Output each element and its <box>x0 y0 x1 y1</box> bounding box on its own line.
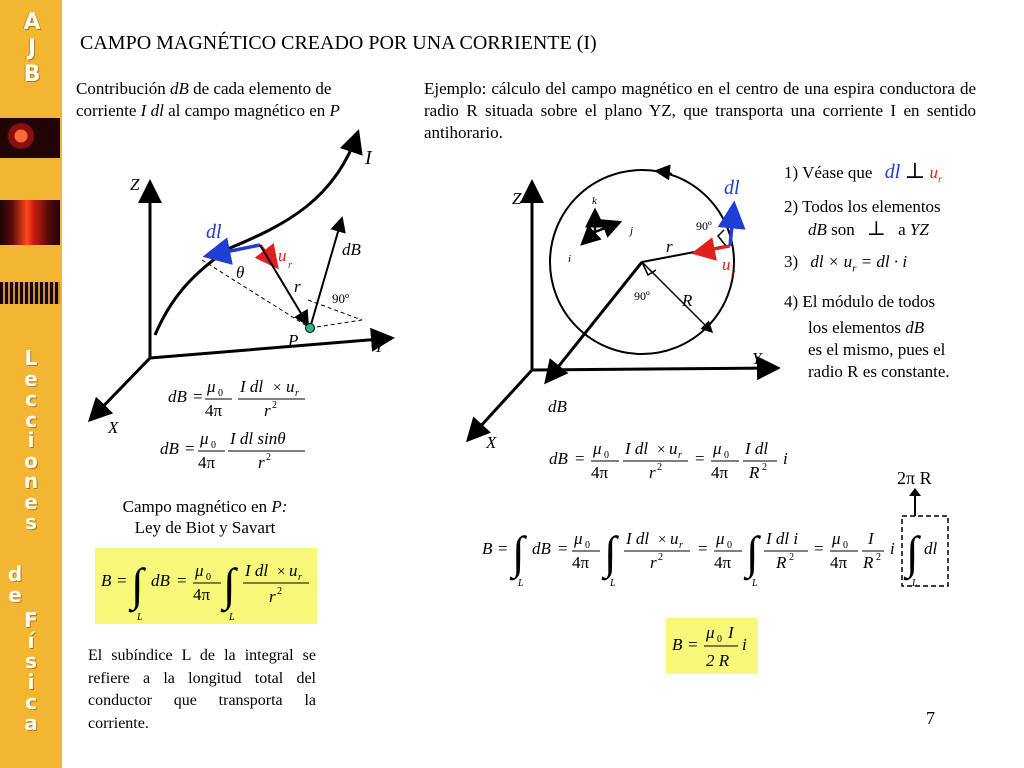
equation-symbol: μ <box>713 439 722 458</box>
equation-symbol: r <box>649 463 656 482</box>
equation-symbol: = <box>558 539 568 558</box>
equation-symbol: μ <box>574 529 583 548</box>
equation-symbol: μ <box>832 529 841 548</box>
eq1-4pi: 4π <box>205 401 223 420</box>
eq1-sup2: 2 <box>272 400 277 411</box>
step-2: 2) Todos los elementos dB son ⊥ a YZ <box>784 197 941 240</box>
equation-symbol: R <box>749 463 760 482</box>
sidebar-thumbnail-3 <box>0 282 60 304</box>
equation-symbol: × <box>657 442 666 458</box>
eq2-4pi: 4π <box>198 453 216 472</box>
eq1-den: r <box>264 401 271 420</box>
angle-90-label: 90º <box>332 291 350 306</box>
equation-symbol: 2 <box>876 552 881 563</box>
equation-symbol: = <box>575 449 585 468</box>
equation-symbol: 4π <box>714 553 732 572</box>
eq-B-final <box>666 618 758 674</box>
dl-label: dl <box>724 177 740 199</box>
eq1-u: u <box>286 377 295 396</box>
eq1-rsub: r <box>295 388 299 399</box>
equation-symbol: dB <box>151 571 170 590</box>
equation-symbol: = <box>698 539 708 558</box>
equation-symbol: μ <box>593 439 602 458</box>
equation-symbol: 2 <box>657 462 662 473</box>
equation-symbol: ∫ <box>512 527 525 578</box>
ur-sub-label: r <box>731 267 736 279</box>
theta-label: θ <box>236 263 245 282</box>
eq1-sub0: 0 <box>218 388 223 399</box>
equation-symbol: I <box>728 623 734 642</box>
equation-symbol: I dl i <box>766 529 799 548</box>
equation-symbol: r <box>269 587 276 606</box>
equation-symbol: × <box>658 532 667 548</box>
equation-symbol: r <box>678 450 682 461</box>
i-axis <box>582 232 595 244</box>
equation-symbol: i <box>783 449 788 468</box>
equation-symbol: = <box>498 539 508 558</box>
sidebar-thumbnail-1 <box>0 118 60 158</box>
equation-symbol: L <box>752 578 758 589</box>
z-axis-label: Z <box>130 175 140 194</box>
dB-vector <box>310 218 342 328</box>
equation-symbol: μ <box>716 529 725 548</box>
right-angle-mark-top <box>718 230 726 246</box>
eq2-eq: = <box>185 439 195 458</box>
eq1-mu: μ <box>207 377 216 396</box>
current-label: I <box>365 147 372 169</box>
step-1: 1) Véase que dl ⊥ $u_r$ <box>784 158 943 186</box>
equation-symbol: = <box>814 539 824 558</box>
equation-symbol: = <box>177 571 187 590</box>
point-P <box>306 324 315 333</box>
equation-symbol: B <box>672 635 683 654</box>
dB-vector <box>546 262 642 382</box>
r-label: r <box>294 277 301 296</box>
sidebar-word-fisica: F í s i c a <box>24 608 38 735</box>
ur-label: u <box>278 246 287 265</box>
eq2-sup2: 2 <box>266 452 271 463</box>
equation-symbol: r <box>679 540 683 551</box>
equation-symbol: I <box>868 529 874 548</box>
equation-symbol: I dl <box>625 439 649 458</box>
x-axis <box>90 358 150 420</box>
sidebar-thumbnail-2 <box>0 200 60 245</box>
left-equations <box>160 372 340 482</box>
eq2-den: r <box>258 453 265 472</box>
page-title: CAMPO MAGNÉTICO CREADO POR UNA CORRIENTE (I) <box>80 32 597 54</box>
equation-symbol: dl <box>924 539 938 558</box>
equation-symbol: dB <box>532 539 551 558</box>
equation-symbol: ∫ <box>604 527 617 578</box>
ur-label: u <box>722 255 731 274</box>
point-P-label: P <box>288 331 299 350</box>
equation-symbol: I dl <box>745 439 769 458</box>
equation-symbol: 2 <box>789 552 794 563</box>
eq1-num: I dl <box>240 377 264 396</box>
i-label: i <box>568 253 572 265</box>
eq-B-integral <box>478 514 958 590</box>
ur-sub-label: r <box>288 259 293 271</box>
z-label: Z <box>512 189 522 208</box>
equation-symbol: u <box>669 439 678 458</box>
sidebar-word-de: d e <box>7 562 23 607</box>
equation-symbol: 4π <box>572 553 590 572</box>
example-text: Ejemplo: cálculo del campo magnético en el centro de una espira conductora de radio R situada sobre el plano YZ, que transporta una corriente I en sentido antihorario. <box>424 79 976 142</box>
j-label: j <box>630 225 634 237</box>
r-label: r <box>666 237 673 256</box>
eq2-lhs: dB <box>160 439 179 458</box>
y-label: Y <box>752 349 762 368</box>
arrow-up <box>908 488 922 516</box>
step-3: 3) dl × $u_r$ = dl · i <box>784 252 908 275</box>
current-wire <box>155 132 358 335</box>
left-intro: Contribución dB de cada elemento de corriente I dl al campo magnético en P <box>76 79 340 120</box>
footnote: El subíndice L de la integral se refiere a la longitud total del conductor que transporta la corriente. <box>88 647 316 732</box>
dashed-line-2 <box>310 320 362 328</box>
equation-symbol: u <box>670 529 679 548</box>
dl-label: dl <box>206 221 222 243</box>
dB-label: dB <box>342 240 361 259</box>
equation-symbol: 0 <box>604 450 609 461</box>
sidebar <box>0 0 62 768</box>
ur-vector <box>694 246 730 253</box>
y-axis <box>532 368 778 370</box>
eq-dB-loop <box>545 432 805 488</box>
x-axis-label: X <box>108 418 119 437</box>
equation-symbol: R <box>776 553 787 572</box>
y-axis-label: Y <box>374 337 384 356</box>
loop-diagram <box>460 160 780 460</box>
equation-symbol: = <box>117 571 127 590</box>
equation-symbol: 2 <box>658 552 663 563</box>
page-number: 7 <box>926 708 935 728</box>
equation-symbol: μ <box>706 623 715 642</box>
equation-symbol: L <box>518 578 524 589</box>
dl-vector <box>730 204 734 246</box>
equation-symbol: 0 <box>206 572 211 583</box>
eq2-mu: μ <box>200 429 209 448</box>
equation-symbol: r <box>650 553 657 572</box>
angle-top-label: 90º <box>696 219 712 233</box>
k-label: k <box>592 195 597 207</box>
equation-symbol: u <box>289 561 298 580</box>
equation-symbol: 0 <box>585 540 590 551</box>
sidebar-word-lecciones: L e c c i o n e s <box>23 346 39 534</box>
equation-symbol: 4π <box>711 463 729 482</box>
eq2-sub0: 0 <box>211 440 216 451</box>
equation-symbol: × <box>277 564 286 580</box>
equation-symbol: 4π <box>591 463 609 482</box>
equation-symbol: i <box>890 539 895 558</box>
equation-symbol: 0 <box>724 450 729 461</box>
eq2-num: I dl sinθ <box>230 429 286 448</box>
biot-caption: Campo magnético en P: Ley de Biot y Savart <box>122 497 288 537</box>
j-axis <box>595 222 620 232</box>
R-label: R <box>682 291 693 310</box>
equation-symbol: ∫ <box>746 527 759 578</box>
integral-2: ∫ <box>223 559 236 610</box>
equation-symbol: I dl <box>626 529 650 548</box>
equation-symbol: 4π <box>830 553 848 572</box>
equation-symbol: L <box>229 612 235 623</box>
equation-symbol: L <box>610 578 616 589</box>
biot-savart-equation <box>95 548 317 624</box>
equation-symbol: 4π <box>193 585 211 604</box>
equation-symbol: 2 R <box>706 651 730 670</box>
step-4: 4) El módulo de todos los elementos dB es el mismo, pues el radio R es constante. <box>784 292 950 382</box>
equation-symbol: r <box>298 572 302 583</box>
integral-1: ∫ <box>131 559 144 610</box>
equation-symbol: 0 <box>727 540 732 551</box>
eq1-eq: = <box>193 387 203 406</box>
equation-symbol: L <box>912 578 918 589</box>
equation-symbol: L <box>137 612 143 623</box>
angle-bottom-label: 90º <box>634 289 650 303</box>
equation-symbol: 0 <box>843 540 848 551</box>
x-axis <box>468 370 532 440</box>
equation-symbol: ∫ <box>906 527 919 578</box>
equation-symbol: 0 <box>717 634 722 645</box>
equation-symbol: dB <box>549 449 568 468</box>
x-label: X <box>486 433 497 452</box>
equation-symbol: B <box>482 539 493 558</box>
equation-symbol: R <box>863 553 874 572</box>
eq1-times: × <box>273 380 282 396</box>
equation-symbol: = <box>688 635 698 654</box>
sidebar-logo: A J B <box>23 10 41 87</box>
equation-symbol: i <box>742 635 747 654</box>
y-axis <box>150 338 392 358</box>
dB-label: dB <box>548 397 567 416</box>
equation-symbol: B <box>101 571 112 590</box>
label-2piR: 2π R <box>897 468 932 488</box>
equation-symbol: = <box>695 449 705 468</box>
equation-symbol: μ <box>195 561 204 580</box>
equation-symbol: I dl <box>245 561 269 580</box>
equation-symbol: 2 <box>277 586 282 597</box>
steps <box>784 160 984 383</box>
equation-symbol: 2 <box>762 462 767 473</box>
eq1-lhs: dB <box>168 387 187 406</box>
